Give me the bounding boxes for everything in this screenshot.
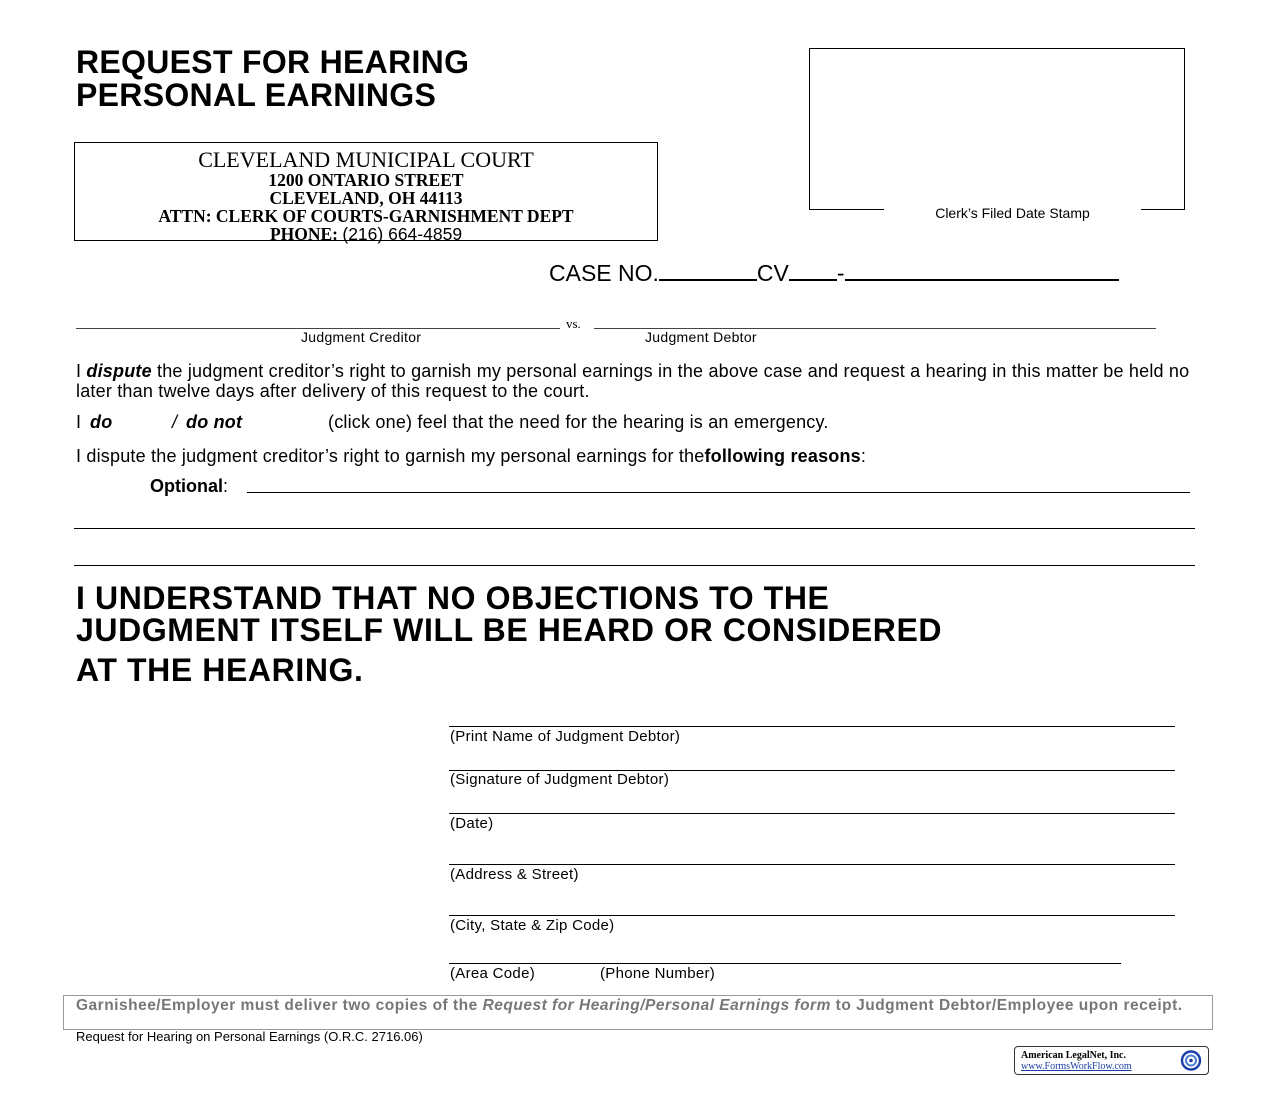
court-address-box (74, 142, 658, 244)
area-code-label: (Area Code) (450, 965, 536, 982)
case-year-field[interactable] (659, 257, 757, 281)
court-phone-row (75, 225, 657, 243)
emergency-text: (click one) feel that the need for the hearing is an emergency. (328, 412, 829, 432)
form-title (76, 46, 469, 112)
optional-colon: : (223, 476, 229, 496)
reasons-text: I dispute the judgment creditor’s right to garnish my personal earnings for the (76, 446, 705, 466)
address-field[interactable] (449, 864, 1175, 865)
date-field[interactable] (449, 813, 1175, 814)
judgment-debtor-label: Judgment Debtor (645, 329, 757, 345)
optional-reason-field-1[interactable] (247, 492, 1190, 493)
date-label: (Date) (450, 815, 494, 832)
reason-field-3[interactable] (74, 565, 1195, 566)
court-attn: ATTN: CLERK OF COURTS-GARNISHMENT DEPT (158, 206, 574, 226)
case-no-label: CASE NO. (549, 260, 659, 286)
court-phone-label: PHONE: (269, 224, 338, 244)
logo-company-name: American LegalNet, Inc. (1021, 1050, 1126, 1061)
versus-label: vs. (566, 316, 581, 331)
case-number-row (549, 257, 1119, 286)
dispute-emphasis: dispute (86, 361, 152, 381)
court-street: 1200 ONTARIO STREET (268, 170, 464, 190)
phone-field[interactable] (449, 963, 1121, 964)
reasons-bold: following reasons (704, 446, 861, 466)
stamp-box-bottom-left (809, 209, 884, 210)
dispute-text-rest: the judgment creditor’s right to garnish my personal earnings in the above case and request a hearing in this matter be held no later than twelve days after delivery of this request to the court. (76, 361, 1190, 401)
city-state-zip-label: (City, State & Zip Code) (450, 917, 615, 934)
case-dash: - (836, 260, 845, 286)
do-option[interactable]: do (90, 412, 113, 432)
reasons-paragraph (76, 446, 1206, 466)
objection-line-2: JUDGMENT ITSELF WILL BE HEARD OR CONSIDERED (76, 612, 943, 648)
print-name-label: (Print Name of Judgment Debtor) (450, 728, 681, 745)
signature-label: (Signature of Judgment Debtor) (450, 771, 670, 788)
notice-form-name: Request for Hearing/Personal Earnings form (482, 997, 831, 1014)
notice-part-1: Garnishee/Employer must deliver two copies of the (76, 997, 483, 1014)
stamp-box-bottom-right (1141, 209, 1185, 210)
address-label: (Address & Street) (450, 866, 579, 883)
phone-number-label: (Phone Number) (600, 965, 716, 982)
objection-line-3: AT THE HEARING. (76, 652, 364, 688)
emergency-i: I (76, 412, 82, 432)
objection-statement (76, 582, 942, 686)
optional-label: Optional (150, 476, 223, 496)
optional-label-row (150, 476, 228, 497)
globe-swirl-icon (1174, 1049, 1204, 1072)
case-type-field[interactable] (789, 257, 837, 281)
do-not-option[interactable]: do not (186, 412, 243, 432)
notice-part-3: to Judgment Debtor/Employee upon receipt. (830, 997, 1183, 1014)
option-slash: / (172, 412, 178, 432)
american-legalnet-logo (1014, 1046, 1209, 1075)
print-name-field[interactable] (449, 726, 1175, 727)
court-phone: (216) 664-4859 (342, 224, 463, 244)
dispute-text-start: I (76, 361, 87, 381)
form-citation: Request for Hearing on Personal Earnings (O.R.C. 2716.06) (76, 1029, 423, 1044)
objection-line-1: I UNDERSTAND THAT NO OBJECTIONS TO THE (76, 580, 830, 616)
reason-field-2[interactable] (74, 528, 1195, 529)
form-title-line-1: REQUEST FOR HEARING (76, 44, 470, 80)
stamp-label: Clerk’s Filed Date Stamp (935, 205, 1090, 221)
logo-url[interactable]: www.FormsWorkFlow.com (1021, 1061, 1132, 1072)
clerk-stamp-box (809, 48, 1185, 210)
city-state-zip-field[interactable] (449, 915, 1175, 916)
court-city: CLEVELAND, OH 44113 (269, 188, 463, 208)
form-title-line-2: PERSONAL EARNINGS (76, 77, 437, 113)
reasons-colon: : (860, 446, 867, 466)
court-name: CLEVELAND MUNICIPAL COURT (198, 147, 534, 172)
employer-notice (63, 995, 1213, 1030)
case-cv-label: CV (756, 260, 789, 286)
dispute-paragraph (76, 361, 1206, 401)
judgment-creditor-label: Judgment Creditor (301, 329, 422, 345)
case-number-field[interactable] (845, 257, 1119, 281)
